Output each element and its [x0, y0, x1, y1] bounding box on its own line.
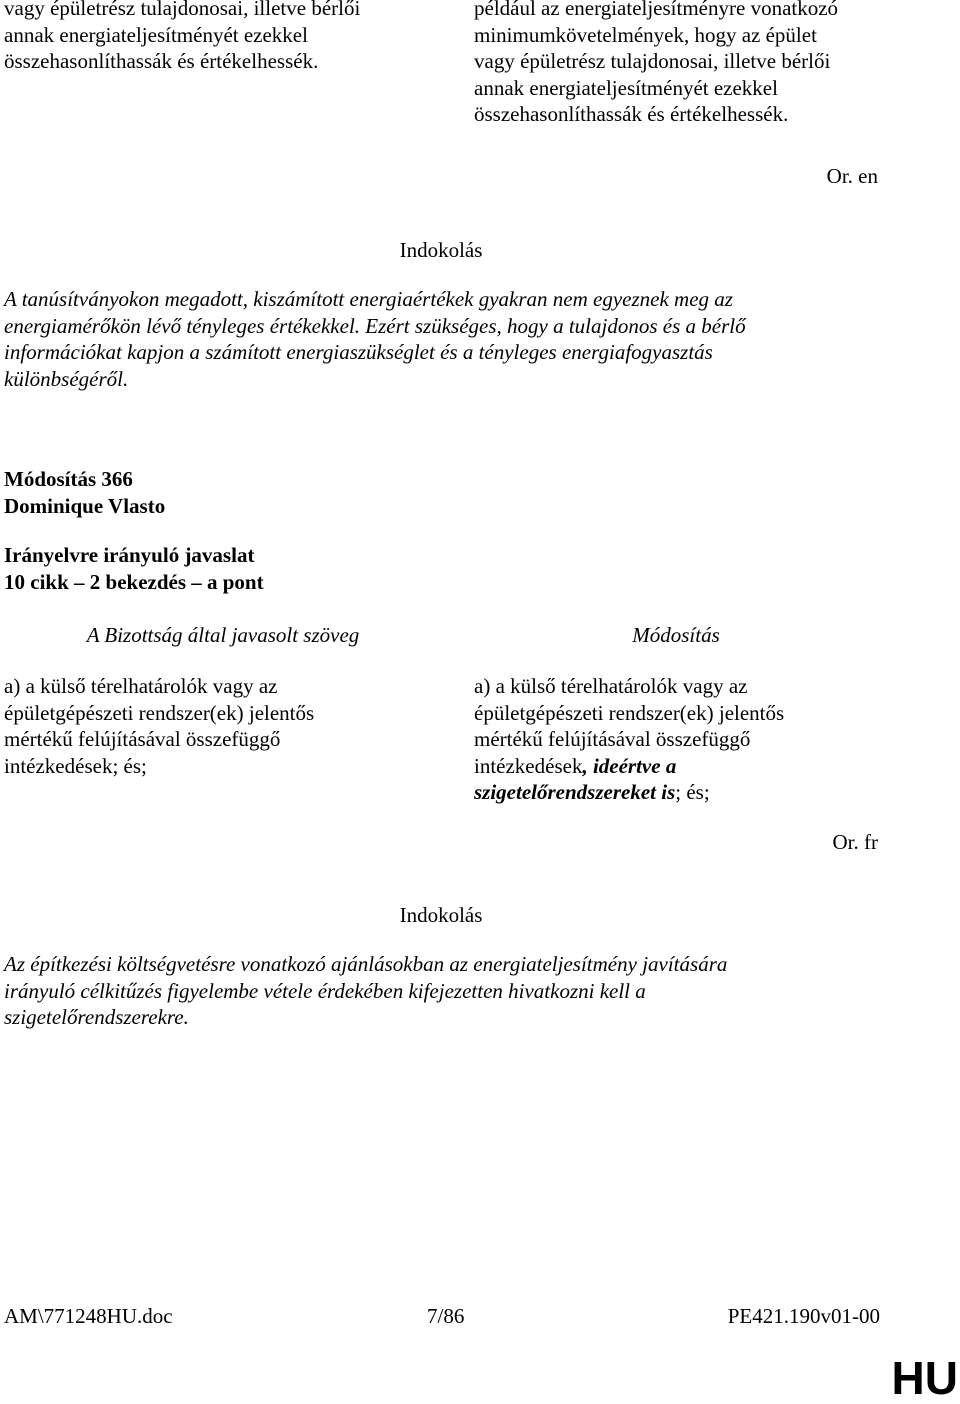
text-line: összehasonlíthassák és értékelhessék.	[474, 102, 789, 126]
amended-text	[474, 673, 914, 806]
text-line: összehasonlíthassák és értékelhessék.	[4, 49, 319, 73]
justification-heading: Indokolás	[399, 238, 483, 262]
text-line: intézkedések; és;	[4, 753, 147, 778]
commission-text-heading: A Bizottság által javasolt szöveg	[86, 623, 360, 647]
text-line: épületgépészeti rendszer(ek) jelentős	[4, 700, 315, 725]
proposal-title: Irányelvre irányuló javaslat	[4, 543, 255, 567]
justification-text	[4, 951, 864, 1031]
article-reference: 10 cikk – 2 bekezdés – a pont	[4, 569, 264, 594]
continuation-right-column	[474, 0, 914, 128]
amendment-header	[4, 466, 165, 519]
page-number: 7/86	[427, 1304, 465, 1328]
amendment-reference	[4, 542, 264, 595]
justification-text	[4, 286, 864, 392]
text-line: épületgépészeti rendszer(ek) jelentős	[474, 700, 785, 725]
commission-text	[4, 673, 424, 779]
text-line: információkat kapjon a számított energiaszükséglet és a tényleges energiafogyasztás	[4, 340, 713, 364]
text-line: minimumkövetelmények, hogy az épület	[474, 22, 817, 47]
amendment-number: Módosítás 366	[4, 467, 133, 491]
text-line: irányuló célkitűzés figyelembe vétele érdekében kifejezetten hivatkozni kell a	[4, 978, 646, 1003]
amendment-author: Dominique Vlasto	[4, 493, 166, 518]
text-line: a) a külső térelhatárolók vagy az	[4, 674, 278, 698]
text-line: annak energiateljesítményét ezekkel	[474, 75, 778, 100]
text-line: például az energiateljesítményre vonatkozó	[474, 0, 839, 20]
text-line: annak energiateljesítményét ezekkel	[4, 22, 308, 47]
text-line: vagy épületrész tulajdonosai, illetve bérlői	[474, 49, 831, 73]
text-line: Az építkezési költségvetésre vonatkozó ajánlásokban az energiateljesítmény javítására	[4, 952, 728, 976]
text-line: különbségéről.	[4, 366, 129, 391]
text-line: a) a külső térelhatárolók vagy az	[474, 674, 748, 698]
plain-text: ; és;	[675, 780, 710, 804]
document-reference: AM\771248HU.doc	[4, 1304, 173, 1328]
pe-reference: PE421.190v01-00	[727, 1304, 880, 1328]
continuation-left-column	[4, 0, 424, 75]
inserted-text: is	[655, 780, 676, 804]
page-footer	[4, 1303, 880, 1331]
justification-heading: Indokolás	[399, 903, 483, 927]
text-line: energiamérőkön lévő tényleges értékekkel. Ezért szükséges, hogy a tulajdonos és a bérlő	[4, 313, 746, 338]
text-line	[474, 753, 914, 780]
text-line: mértékű felújításával összefüggő	[4, 727, 281, 751]
text-line: vagy épületrész tulajdonosai, illetve bérlői	[4, 0, 361, 20]
amendment-heading: Módosítás	[632, 623, 720, 647]
text-line	[474, 779, 914, 806]
text-line: szigetelőrendszerekre.	[4, 1005, 189, 1029]
language-code: HU	[891, 1352, 958, 1404]
text-line: A tanúsítványokon megadott, kiszámított energiaértékek gyakran nem egyeznek meg az	[4, 287, 733, 311]
inserted-text: szigetelőrendszereket	[474, 780, 656, 804]
text-line: mértékű felújításával összefüggő	[474, 727, 751, 751]
original-language-note: Or. en	[826, 164, 878, 188]
inserted-text: , ideértve a	[582, 753, 677, 778]
original-language-note: Or. fr	[832, 830, 878, 854]
plain-text: intézkedések	[474, 753, 583, 778]
